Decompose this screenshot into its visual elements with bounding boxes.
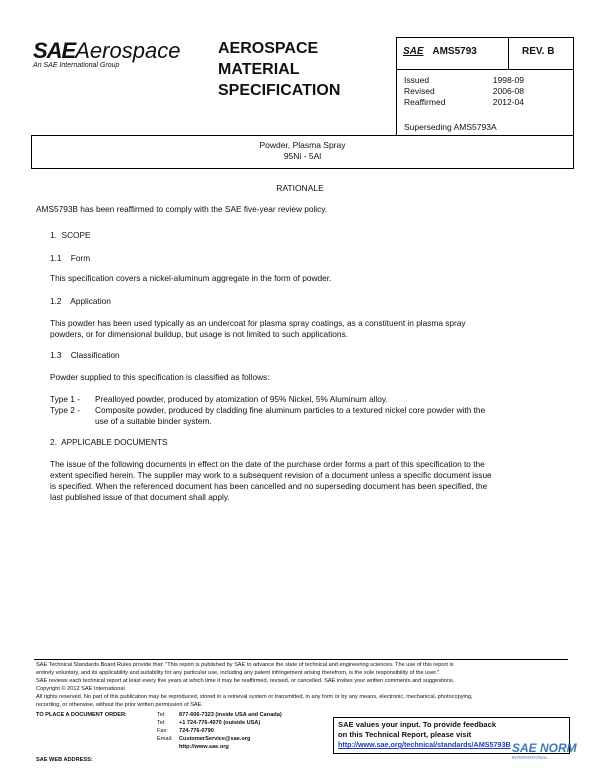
section-2-heading: 2. APPLICABLE DOCUMENTS bbox=[50, 437, 168, 447]
header-box-top-border bbox=[396, 37, 574, 38]
web-address-label: SAE WEB ADDRESS: bbox=[36, 757, 93, 763]
section-1-2-text bbox=[50, 318, 550, 340]
revision-label: REV. B bbox=[522, 46, 555, 57]
footer-rights-2: recording, or otherwise, without the prior written permission of SAE. bbox=[36, 702, 203, 708]
logo-aerospace: Aerospace bbox=[75, 38, 181, 63]
feedback-text bbox=[338, 720, 511, 750]
revised-value: 2006-08 bbox=[492, 86, 524, 96]
fax-label: Fax: bbox=[157, 728, 168, 734]
header-box-right-border bbox=[573, 37, 574, 135]
tel1-label: Tel: bbox=[157, 712, 166, 718]
revised-label: Revised bbox=[404, 86, 435, 96]
issued-value: 1998-09 bbox=[492, 75, 524, 85]
reaffirmed-row bbox=[404, 97, 524, 108]
title-line-2: MATERIAL bbox=[218, 61, 300, 78]
header-box-divider bbox=[396, 69, 574, 70]
tel1-value: 877-606-7323 (inside USA and Canada) bbox=[179, 712, 282, 718]
section-2-line-4: last published issue of that document shall apply. bbox=[50, 492, 230, 502]
type-2-line-1: Composite powder, produced by cladding fine aluminum particles to a textured nickel core powder with the bbox=[95, 405, 486, 415]
section-1-3-text: Powder supplied to this specification is classified as follows: bbox=[50, 372, 270, 382]
header-box-left-border bbox=[396, 37, 397, 135]
footer-rights-1: All rights reserved. No part of this publication may be reproduced, stored in a retrieval system or transmitted, in any form or by any means, electronic, mechanical, photocopying, bbox=[36, 694, 473, 700]
logo-tagline: An SAE International Group bbox=[33, 62, 120, 69]
title-line-1: AEROSPACE bbox=[218, 40, 319, 57]
subject-line-1: Powder, Plasma Spray bbox=[259, 140, 346, 150]
section-2-line-1: The issue of the following documents in effect on the date of the purchase order forms a part of this specification to the bbox=[50, 459, 485, 469]
type-1-text: Prealloyed powder, produced by atomization of 95% Nickel, 5% Aluminum alloy. bbox=[95, 394, 388, 404]
type-1-label: Type 1 - bbox=[50, 394, 80, 404]
watermark-subtext: INTERNATIONAL bbox=[512, 755, 548, 760]
section-1-2-heading: 1.2 Application bbox=[50, 296, 111, 306]
section-1-3-heading: 1.3 Classification bbox=[50, 350, 120, 360]
issued-label: Issued bbox=[404, 75, 430, 85]
section-2-line-2: extent specified herein. The supplier may work to a subsequent revision of a document unless a specific document issue bbox=[50, 470, 492, 480]
section-1-1-heading: 1.1 Form bbox=[50, 253, 91, 263]
email-label: Email: bbox=[157, 736, 173, 742]
type-2-label: Type 2 - bbox=[50, 405, 80, 415]
tel2-value: +1 724-776-4970 (outside USA) bbox=[179, 720, 261, 726]
email-value[interactable]: CustomerService@sae.org bbox=[179, 736, 251, 742]
rationale-text: AMS5793B has been reaffirmed to comply with the SAE five-year review policy. bbox=[36, 204, 328, 214]
feedback-url[interactable]: http://www.sae.org/technical/standards/AMS5793B bbox=[338, 740, 511, 749]
rev-divider bbox=[508, 37, 509, 70]
section-2-text bbox=[50, 459, 492, 503]
sae-aerospace-logo bbox=[33, 38, 180, 64]
reaffirmed-value: 2012-04 bbox=[492, 97, 524, 107]
fax-value: 724-776-0790 bbox=[179, 728, 214, 734]
footer-rule bbox=[34, 659, 568, 660]
subject-line-2: 95Ni - 5Al bbox=[283, 151, 322, 161]
logo-sae: SAE bbox=[33, 38, 76, 63]
document-type-title bbox=[218, 38, 340, 101]
reaffirmed-label: Reaffirmed bbox=[404, 97, 446, 107]
footer-notices bbox=[36, 661, 473, 709]
footer-review-note: SAE reviews each technical report at least every five years at which time it may be reaffirmed, revised, or cancelled. SAE invites your written comments and suggestions. bbox=[36, 678, 455, 684]
superseding-note: Superseding AMS5793A bbox=[404, 122, 497, 132]
revised-row bbox=[404, 86, 524, 97]
rationale-heading: RATIONALE bbox=[276, 183, 324, 193]
web-value[interactable]: http://www.sae.org bbox=[179, 744, 229, 750]
footer-copyright: Copyright © 2012 SAE International bbox=[36, 686, 125, 692]
sae-mark: SAE bbox=[403, 46, 424, 57]
type-2-line-2: use of a suitable binder system. bbox=[95, 416, 212, 426]
feedback-line-1: SAE values your input. To provide feedback bbox=[338, 720, 497, 729]
contact-block bbox=[157, 711, 282, 751]
type-2-text bbox=[95, 405, 485, 427]
section-1-2-line-1: This powder has been used typically as an undercoat for plasma spray coatings, as a constituent in plasma spray bbox=[50, 318, 466, 328]
issued-row bbox=[404, 75, 524, 86]
section-1-2-line-2: powders, or for dimensional buildup, but usage is not limited to such applications. bbox=[50, 329, 348, 339]
footer-board-rules-2: entirely voluntary, and its applicability and suitability for any particular use, including any patent infringement arising therefrom, is the sole responsibility of the user." bbox=[36, 670, 440, 676]
subject-title bbox=[31, 140, 574, 162]
footer-board-rules-1: SAE Technical Standards Board Rules provide that: "This report is published by SAE to advance the state of technical and engineering sciences. The use of this report is bbox=[36, 662, 454, 668]
title-line-3: SPECIFICATION bbox=[218, 82, 341, 99]
order-label: TO PLACE A DOCUMENT ORDER: bbox=[36, 712, 127, 718]
tel2-label: Tel: bbox=[157, 720, 166, 726]
section-1-heading: 1. SCOPE bbox=[50, 230, 91, 240]
feedback-line-2: on this Technical Report, please visit bbox=[338, 730, 472, 739]
sae-norm-watermark: SAE NORM bbox=[512, 741, 577, 755]
doc-number: AMS5793 bbox=[432, 46, 477, 57]
dates-block bbox=[404, 75, 524, 108]
section-2-line-3: is specified. When the referenced document has been cancelled and no superseding document has been specified, the bbox=[50, 481, 488, 491]
section-1-1-text: This specification covers a nickel-aluminum aggregate in the form of powder. bbox=[50, 273, 332, 283]
doc-number-cell bbox=[403, 46, 477, 57]
